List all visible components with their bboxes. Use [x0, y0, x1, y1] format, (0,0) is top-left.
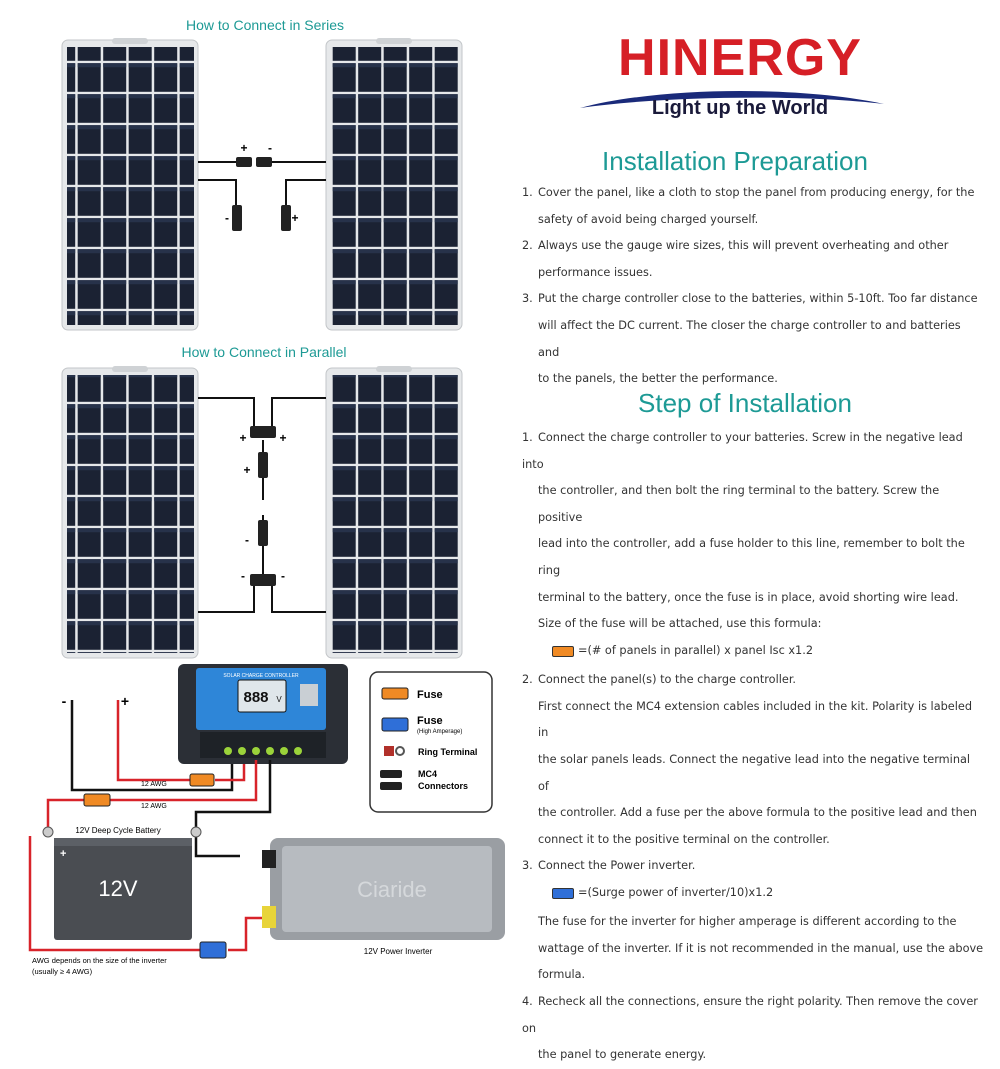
awg-top-label: 12 AWG — [141, 781, 167, 788]
step-number: 4. — [522, 995, 533, 1009]
awg-note-sub: (usually ≥ 4 AWG) — [32, 967, 93, 976]
plus-sign: + — [239, 431, 247, 445]
legend-ring-terminal: Ring Terminal — [418, 747, 478, 757]
battery-label: 12V Deep Cycle Battery — [75, 826, 161, 835]
step-line: the controller, and then bolt the ring terminal to the battery. Screw the positive — [538, 484, 940, 524]
step-line: Recheck all the connections, ensure the right polarity. Then remove the cover on — [522, 995, 978, 1035]
series-mc4-connectors — [232, 157, 291, 231]
item-line: Always use the gauge wire sizes, this will prevent overheating and other — [538, 239, 949, 253]
step-1 — [522, 425, 984, 667]
step-number: 1. — [522, 431, 533, 444]
item-number: 2. — [522, 239, 533, 253]
preparation-heading: Installation Preparation — [602, 146, 868, 176]
charge-controller — [178, 664, 348, 764]
fuse-icon — [84, 794, 110, 806]
legend-fuse-high-sub: (High Amperage) — [417, 729, 463, 735]
legend-fuse-high: Fuse — [417, 715, 443, 727]
item-line: Cover the panel, like a cloth to stop the panel from producing energy, for the — [538, 186, 975, 199]
legend-fuse: Fuse — [417, 689, 443, 701]
step-line: connect it to the positive terminal on the controller. — [538, 832, 830, 846]
step-line: terminal to the battery, once the fuse is in place, avoid shorting wire lead. — [538, 590, 959, 604]
plus-sign: + — [243, 463, 251, 477]
item-line: will affect the DC current. The closer the charge controller to and batteries and — [538, 318, 961, 359]
brand-logo: HINERGY — [618, 29, 862, 87]
plus-sign: + — [291, 211, 299, 225]
inverter-fuse-formula — [522, 880, 773, 907]
fuse-icon — [552, 646, 574, 657]
step-line: The fuse for the inverter for higher amperage is different according to the — [538, 915, 957, 929]
series-wiring — [198, 162, 326, 205]
item-line: performance issues. — [538, 265, 653, 279]
minus-sign: - — [61, 693, 67, 709]
legend-mc4-sub: Connectors — [418, 781, 469, 791]
fuse-formula — [522, 638, 813, 665]
formula-text: =(Surge power of inverter/10)x1.2 — [578, 885, 774, 899]
high-amperage-fuse-icon — [200, 942, 226, 958]
item-line: safety of avoid being charged yourself. — [538, 212, 759, 226]
preparation-item — [522, 233, 984, 286]
formula-text: =(# of panels in parallel) x panel Isc x1.2 — [578, 643, 814, 657]
step-line: the solar panels leads. Connect the negative lead into the negative terminal of — [538, 752, 971, 793]
step-line: formula. — [538, 968, 586, 982]
awg-bottom-label: 12 AWG — [141, 803, 167, 810]
step-line: Size of the fuse will be attached, use this formula: — [538, 617, 822, 631]
wiring-diagram — [0, 0, 515, 1000]
inverter-brand: Ciaride — [357, 877, 427, 902]
minus-sign: - — [225, 211, 229, 225]
preparation-list — [522, 180, 984, 393]
preparation-item — [522, 286, 984, 392]
step-line: the controller. Add a fuse per the above formula to the positive lead and then — [538, 806, 977, 820]
minus-sign: - — [245, 533, 249, 547]
controller-display: 888 — [243, 689, 269, 706]
step-number: 3. — [522, 859, 533, 873]
step-line: First connect the MC4 extension cables included in the kit. Polarity is labeled in — [538, 699, 972, 740]
series-panel-left — [62, 38, 198, 330]
parallel-panel-left — [62, 366, 198, 658]
step-line: Connect the panel(s) to the charge controller. — [538, 673, 797, 687]
parallel-panel-right — [326, 366, 462, 658]
item-number: 1. — [522, 186, 533, 199]
step-line: the panel to generate energy. — [538, 1048, 707, 1062]
minus-sign: - — [268, 141, 272, 155]
minus-sign: - — [281, 569, 285, 583]
high-amperage-fuse-icon — [552, 888, 574, 899]
preparation-item — [522, 180, 984, 233]
minus-sign: - — [241, 569, 245, 583]
plus-sign: + — [240, 141, 248, 155]
awg-note: AWG depends on the size of the inverter — [32, 956, 167, 965]
battery-text: 12V — [98, 876, 138, 901]
step-line: wattage of the inverter. If it is not recommended in the manual, use the above — [538, 941, 984, 955]
item-number: 3. — [522, 292, 533, 306]
fuse-icon — [190, 774, 214, 786]
legend-mc4: MC4 — [418, 769, 438, 779]
step-4 — [522, 989, 984, 1069]
brand-tagline: Light up the World — [651, 97, 829, 119]
step-number: 2. — [522, 673, 533, 687]
series-title: How to Connect in Series — [186, 17, 344, 33]
parallel-title: How to Connect in Parallel — [181, 344, 347, 360]
step-line: Connect the Power inverter. — [538, 859, 696, 873]
step-line: lead into the controller, add a fuse holder to this line, remember to bolt the ring — [538, 537, 965, 577]
controller-label: SOLAR CHARGE CONTROLLER — [223, 673, 299, 679]
step-2 — [522, 667, 984, 853]
series-panel-right — [326, 38, 462, 330]
plus-sign: + — [279, 431, 287, 445]
item-line: Put the charge controller close to the batteries, within 5-10ft. Too far distance — [538, 292, 978, 306]
plus-sign: + — [60, 848, 67, 860]
controller-display-unit: V — [276, 695, 282, 704]
item-line: to the panels, the better the performance. — [538, 372, 778, 386]
steps-heading: Step of Installation — [638, 388, 852, 418]
step-line: Connect the charge controller to your batteries. Screw in the negative lead into — [522, 431, 963, 471]
inverter-label: 12V Power Inverter — [363, 947, 433, 956]
plus-sign: + — [120, 693, 130, 709]
step-3 — [522, 853, 984, 989]
steps-list — [522, 425, 984, 1069]
